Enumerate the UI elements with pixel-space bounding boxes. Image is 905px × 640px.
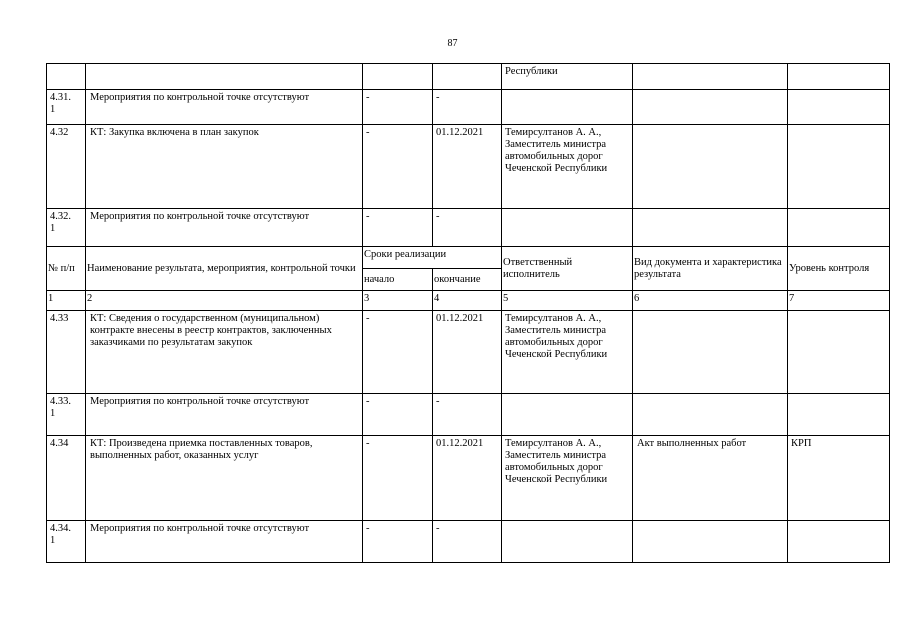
row-name: КТ: Закупка включена в план закупок (86, 125, 363, 209)
row-document: Акт выполненных работ (633, 436, 788, 521)
row-number: 4.33 (47, 311, 86, 394)
table-header (47, 247, 890, 311)
row-name: Мероприятия по контрольной точке отсутствуют (86, 521, 363, 563)
row-start: - (363, 90, 433, 125)
row-start: - (363, 394, 433, 436)
row-level (788, 90, 890, 125)
header-row (47, 247, 890, 269)
table-row (47, 209, 890, 247)
column-number: 1 (47, 291, 86, 311)
row-executor: Темирсултанов А. А., Заместитель министра автомобильных дорог Чеченской Республики (502, 125, 633, 209)
row-number: 4.32 (47, 125, 86, 209)
row-end: - (433, 394, 502, 436)
top-rows (47, 64, 890, 247)
row-end: - (433, 90, 502, 125)
header-level: Уровень контроля (788, 247, 890, 291)
table-row (47, 436, 890, 521)
column-number: 2 (86, 291, 363, 311)
row-number: 4.34 (47, 436, 86, 521)
row-start: - (363, 125, 433, 209)
row-number (47, 64, 86, 90)
table-row (47, 311, 890, 394)
row-end: 01.12.2021 (433, 125, 502, 209)
row-end: - (433, 521, 502, 563)
header-terms: Сроки реализации (363, 247, 502, 269)
row-document (633, 64, 788, 90)
row-executor (502, 394, 633, 436)
table-row (47, 64, 890, 90)
bottom-rows (47, 311, 890, 563)
page-number: 87 (447, 38, 458, 49)
column-number: 6 (633, 291, 788, 311)
row-name: КТ: Сведения о государственном (муниципальном) контракте внесены в реестр контрактов, заключенных заказчиками по результатам закупок (86, 311, 363, 394)
row-name: Мероприятия по контрольной точке отсутствуют (86, 394, 363, 436)
table-row (47, 90, 890, 125)
row-executor: Темирсултанов А. А., Заместитель министра автомобильных дорог Чеченской Республики (502, 436, 633, 521)
row-document (633, 521, 788, 563)
row-start: - (363, 521, 433, 563)
implementation-plan-table (46, 63, 890, 563)
header-end: окончание (433, 269, 502, 291)
row-level (788, 394, 890, 436)
row-number: 4.32. 1 (47, 209, 86, 247)
row-level (788, 209, 890, 247)
row-document (633, 125, 788, 209)
row-executor: Республики (502, 64, 633, 90)
row-level (788, 64, 890, 90)
column-number: 3 (363, 291, 433, 311)
row-end: - (433, 209, 502, 247)
header-executor: Ответственный исполнитель (502, 247, 633, 291)
row-document (633, 90, 788, 125)
row-name: Мероприятия по контрольной точке отсутствуют (86, 90, 363, 125)
row-document (633, 311, 788, 394)
row-executor: Темирсултанов А. А., Заместитель министра автомобильных дорог Чеченской Республики (502, 311, 633, 394)
column-number: 5 (502, 291, 633, 311)
row-document (633, 209, 788, 247)
row-name: Мероприятия по контрольной точке отсутствуют (86, 209, 363, 247)
row-level: КРП (788, 436, 890, 521)
row-number: 4.33. 1 (47, 394, 86, 436)
header-start: начало (363, 269, 433, 291)
row-level (788, 521, 890, 563)
row-level (788, 125, 890, 209)
table-row (47, 521, 890, 563)
row-executor (502, 209, 633, 247)
row-document (633, 394, 788, 436)
header-document: Вид документа и характеристика результата (633, 247, 788, 291)
row-end: 01.12.2021 (433, 311, 502, 394)
row-end: 01.12.2021 (433, 436, 502, 521)
column-number: 4 (433, 291, 502, 311)
column-number: 7 (788, 291, 890, 311)
row-name: КТ: Произведена приемка поставленных товаров, выполненных работ, оказанных услуг (86, 436, 363, 521)
row-level (788, 311, 890, 394)
row-number: 4.31. 1 (47, 90, 86, 125)
row-start: - (363, 436, 433, 521)
header-num: № п/п (47, 247, 86, 291)
row-number: 4.34. 1 (47, 521, 86, 563)
row-end (433, 64, 502, 90)
row-start (363, 64, 433, 90)
table-row (47, 125, 890, 209)
row-executor (502, 521, 633, 563)
row-start: - (363, 209, 433, 247)
row-start: - (363, 311, 433, 394)
row-executor (502, 90, 633, 125)
table-row (47, 394, 890, 436)
header-name: Наименование результата, мероприятия, контрольной точки (86, 247, 363, 291)
header-number-row (47, 291, 890, 311)
row-name (86, 64, 363, 90)
